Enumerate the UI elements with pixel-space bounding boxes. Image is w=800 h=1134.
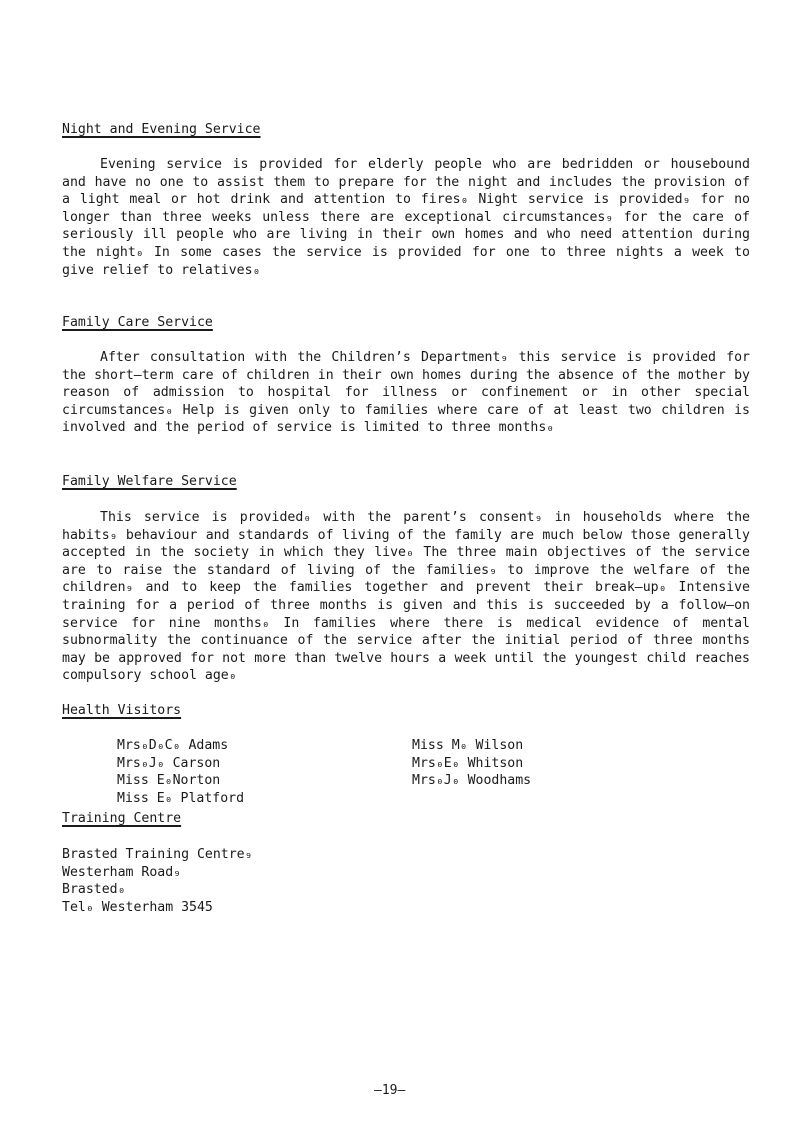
paragraph-family-welfare: This service is provided₀ with the parent’s consent₉ in households where the habits₉ behaviour and standards of living of the family are much below those generally accepted in the society in which they live₀ The three main objectives of the service are to raise the standard of living of the families₉ to improve the welfare of the children₉ and to keep the families together and prevent their break–up₀ Intensive training for a period of three months is given and this is succeeded by a follow–on service for nine months₀ In families where there is medical evidence of mental subnormality the continuance of the service after the initial period of three months may be approved for not more than twelve hours a week until the youngest child reaches compulsory school age₀ xyxy=(62,510,750,684)
section-heading-family-care: Family Care Service xyxy=(62,315,213,330)
health-visitor-name: Miss M₀ Wilson xyxy=(412,738,524,753)
health-visitor-name: Mrs₀J₀ Carson xyxy=(117,755,221,771)
paragraph-family-care: After consultation with the Children’s Department₉ this service is provided for the short–term care of children in their own homes during the absence of the mother by reason of admission to hospital for illness or confinement or in other special circumstances₀ Help is given only to families where care of at least two children is involved and the period of service is limited to three months₀ xyxy=(62,350,750,436)
health-visitor-name: Miss E₀ Platford xyxy=(117,790,245,806)
address-line: Brasted₀ xyxy=(62,882,126,898)
address-line: Brasted Training Centre₉ xyxy=(62,847,253,862)
health-visitor-name: Miss E₀Norton xyxy=(117,773,221,789)
page-number: –19– xyxy=(374,1083,406,1098)
training-centre-address xyxy=(62,846,253,916)
health-visitors-right-column xyxy=(412,737,531,790)
address-line: Westerham Road₉ xyxy=(62,864,182,880)
section-heading-training-centre: Training Centre xyxy=(62,811,182,826)
telephone-line: Tel₀ Westerham 3545 xyxy=(62,899,213,915)
health-visitor-name: Mrs₀E₀ Whitson xyxy=(412,755,524,771)
health-visitor-name: Mrs₀J₀ Woodhams xyxy=(412,773,532,789)
paragraph-night-evening: Evening service is provided for elderly people who are bedridden or housebound and have no one to assist them to prepare for the night and includes the provision of a light meal or hot drink and attention to fires₀ Night service is provided₉ for no longer than three weeks unless there are exceptional circumstances₉ for the care of seriously ill people who are living in their own homes and who need attention during the night₀ In some cases the service is provided for one to three nights a week to give relief to relatives₀ xyxy=(62,157,750,278)
health-visitors-left-column xyxy=(117,737,244,807)
health-visitor-name: Mrs₀D₀C₀ Adams xyxy=(117,738,229,753)
section-heading-health-visitors: Health Visitors xyxy=(62,703,182,718)
section-heading-family-welfare: Family Welfare Service xyxy=(62,474,237,489)
section-heading-night-evening: Night and Evening Service xyxy=(62,122,261,137)
